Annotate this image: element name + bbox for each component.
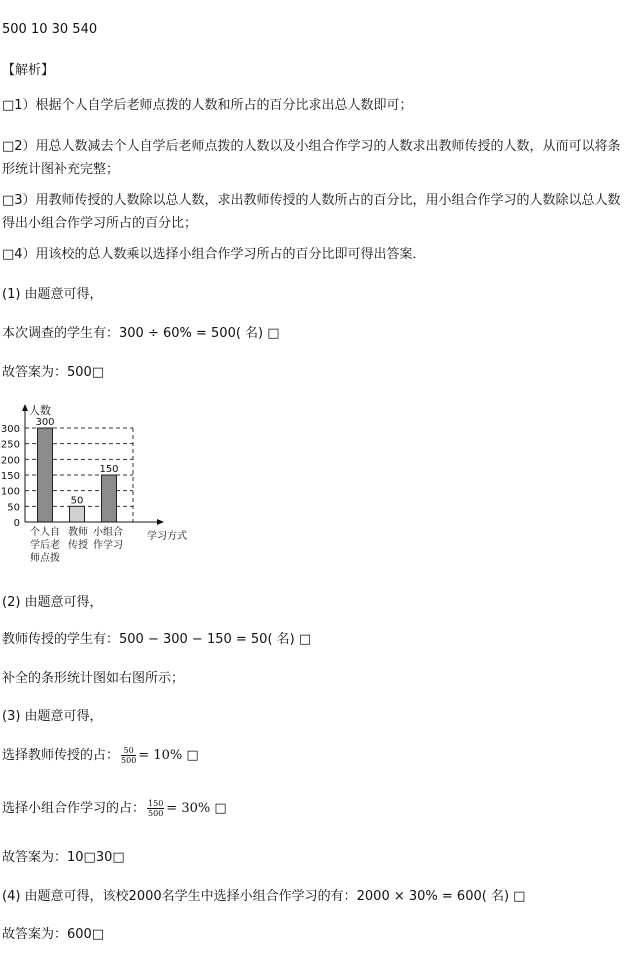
bar-data-label: 300 <box>35 417 55 428</box>
part3-intro: (3) 由题意可得， <box>2 709 103 724</box>
y-tick-label: 50 <box>7 502 20 514</box>
category-label: 传授 <box>68 540 88 551</box>
category-label: 学后老 <box>30 540 60 551</box>
fraction-50-500 <box>121 746 136 765</box>
category-label: 作学习 <box>93 540 123 551</box>
x-axis-label: 学习方式 <box>147 531 187 542</box>
category-label: 小组合 <box>93 527 123 538</box>
x-axis-arrow <box>157 519 164 525</box>
bar <box>70 506 85 522</box>
part3-calc2-prefix: 选择小组合作学习的占： <box>2 801 146 816</box>
part3-calc1-suffix: = 10% □ <box>138 748 199 763</box>
fraction-150-500 <box>147 799 164 818</box>
category-label: 个人自 <box>30 527 60 538</box>
analysis-heading: 【解析】 <box>2 63 55 78</box>
y-tick-label: 200 <box>0 455 20 467</box>
step-4: □4）用该校的总人数乘以选择小组合作学习所占的百分比即可得出答案． <box>2 247 426 262</box>
part4-answer: 故答案为：600□ <box>2 927 105 942</box>
y-tick-label: 100 <box>0 486 20 498</box>
y-tick-label: 150 <box>0 471 20 482</box>
part3-calc2 <box>2 797 227 818</box>
bar <box>102 475 117 522</box>
bar-chart <box>0 395 200 570</box>
part2-calc: 教师传授的学生有：500 − 300 − 150 = 50( 名) □ <box>2 632 312 647</box>
y-axis-label: 人数 <box>29 404 51 417</box>
part3-calc1 <box>2 744 199 765</box>
part3-answer: 故答案为：10□30□ <box>2 850 125 865</box>
y-tick-label: 0 <box>13 518 20 529</box>
bar-data-label: 150 <box>99 464 119 475</box>
part4-calc: (4) 由题意可得，该校2000名学生中选择小组合作学习的有：2000 × 30% = 600( 名) □ <box>2 889 526 904</box>
part1-intro: (1) 由题意可得， <box>2 287 103 302</box>
step-3: □3）用教师传授的人数除以总人数，求出教师传授的人数所占的百分比，用小组合作学习的人数除以总人数得出小组合作学习所占的百分比； <box>2 193 621 231</box>
fraction-denominator: 500 <box>121 756 137 765</box>
bar-data-label: 50 <box>70 495 84 507</box>
y-tick-label: 250 <box>0 439 20 451</box>
y-tick-label: 300 <box>0 424 20 435</box>
fraction-denominator: 500 <box>148 809 164 818</box>
part2-note: 补全的条形统计图如右图所示； <box>2 671 185 686</box>
part2-intro: (2) 由题意可得， <box>2 595 103 610</box>
part3-calc1-prefix: 选择教师传授的占： <box>2 748 120 763</box>
step-2: □2）用总人数减去个人自学后老师点拨的人数以及小组合作学习的人数求出教师传授的人数，从而可以将条形统计图补充完整； <box>2 139 621 177</box>
part3-calc2-suffix: = 30% □ <box>166 801 227 816</box>
category-label: 教师 <box>68 527 88 538</box>
part1-calc: 本次调查的学生有：300 ÷ 60% = 500( 名) □ <box>2 326 280 341</box>
step-1: □1）根据个人自学后老师点拨的人数和所占的百分比求出总人数即可； <box>2 98 413 113</box>
part1-answer: 故答案为：500□ <box>2 365 105 380</box>
fraction-numerator: 50 <box>121 746 136 756</box>
answers-line: 500 10 30 540 <box>2 22 98 37</box>
bar <box>38 428 53 522</box>
fraction-numerator: 150 <box>148 799 164 808</box>
category-label: 师点拨 <box>30 553 60 564</box>
y-axis-arrow <box>22 404 28 411</box>
